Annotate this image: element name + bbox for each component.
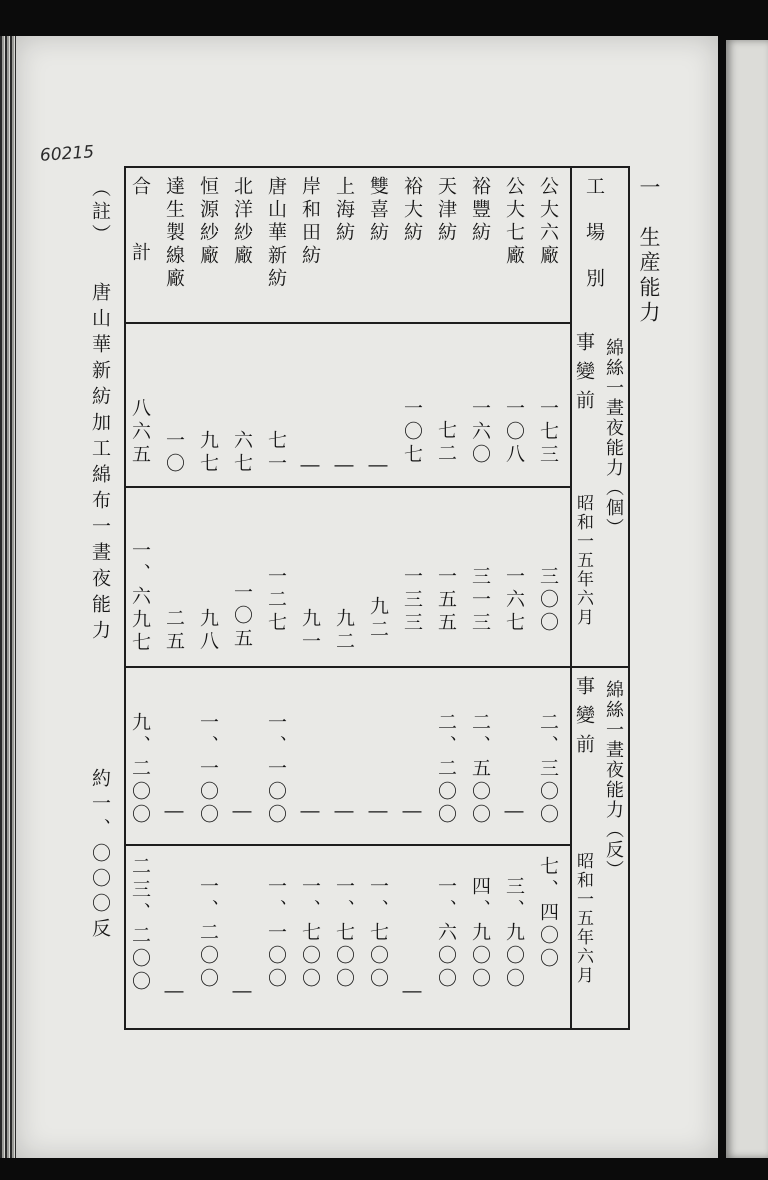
cloth-prewar-value: ― bbox=[367, 800, 389, 826]
note-value: 約一、〇〇〇反 bbox=[89, 768, 111, 943]
total-cloth-prewar: 九、二〇〇 bbox=[129, 712, 151, 827]
group-rule bbox=[124, 666, 630, 668]
cloth-1940-value: 四、九〇〇 bbox=[469, 876, 491, 991]
yarn-1940-header: 昭和一五年六月 bbox=[573, 494, 593, 627]
yarn-prewar-value: 七一 bbox=[265, 430, 287, 476]
factory-header: 工 場 別 bbox=[583, 176, 605, 291]
yarn-prewar-value: 一〇七 bbox=[401, 398, 423, 467]
factory-name: 岸和田紡 bbox=[299, 176, 321, 268]
cloth-prewar-value: ― bbox=[231, 800, 253, 826]
factory-name: 恒源紗廠 bbox=[197, 176, 219, 268]
cloth-prewar-value: ― bbox=[503, 800, 525, 826]
yarn-1940-value: 一〇五 bbox=[231, 582, 253, 651]
yarn-1940-value: 一六七 bbox=[503, 566, 525, 635]
cloth-1940-value: 三、九〇〇 bbox=[503, 876, 525, 991]
yarn-1940-value: 九八 bbox=[197, 608, 219, 654]
section-title: 一 生産能力 bbox=[637, 176, 661, 326]
cloth-1940-value: 一、二〇〇 bbox=[197, 876, 219, 991]
total-yarn-1940: 一、六九七 bbox=[129, 540, 151, 655]
adjacent-page-edge bbox=[726, 40, 768, 1158]
factory-name: 公大六廠 bbox=[537, 176, 559, 268]
table-top-rule bbox=[124, 166, 630, 168]
yarn-prewar-header: 事變前 bbox=[573, 332, 595, 419]
factory-name: 唐山華新紡 bbox=[265, 176, 287, 291]
cloth-prewar-header: 事變前 bbox=[573, 676, 595, 763]
total-cloth-1940: 二三、二〇〇 bbox=[129, 856, 151, 994]
cloth-1940-value: 一、六〇〇 bbox=[435, 876, 457, 991]
cloth-prewar-value: ― bbox=[333, 800, 355, 826]
cloth-prewar-value: 二、五〇〇 bbox=[469, 712, 491, 827]
cloth-prewar-value: 一、一〇〇 bbox=[265, 712, 287, 827]
factory-name: 裕大紡 bbox=[401, 176, 423, 245]
yarn-prewar-value: ― bbox=[299, 454, 321, 480]
yarn-prewar-value: 一七三 bbox=[537, 398, 559, 467]
factory-name: 公大七廠 bbox=[503, 176, 525, 268]
yarn-prewar-value: 六七 bbox=[231, 430, 253, 476]
col-rule-1 bbox=[124, 486, 570, 488]
yarn-1940-value: 一五五 bbox=[435, 566, 457, 635]
cloth-prewar-value: ― bbox=[401, 800, 423, 826]
cloth-1940-value: 七、四〇〇 bbox=[537, 856, 559, 971]
cloth-prewar-value: ― bbox=[163, 800, 185, 826]
yarn-1940-value: 九一 bbox=[299, 608, 321, 654]
yarn-group-header: 綿絲一晝夜能力（個） bbox=[603, 338, 624, 538]
cloth-1940-value: 一、七〇〇 bbox=[333, 876, 355, 991]
page-number-stamp: 60215 bbox=[39, 142, 95, 166]
yarn-prewar-value: 一〇八 bbox=[503, 398, 525, 467]
cloth-prewar-value: 二、二〇〇 bbox=[435, 712, 457, 827]
header-rule bbox=[124, 322, 570, 324]
yarn-1940-value: 九二 bbox=[367, 596, 389, 642]
yarn-1940-value: 二五 bbox=[163, 608, 185, 654]
yarn-1940-value: 三〇〇 bbox=[537, 566, 559, 635]
factory-name: 北洋紗廠 bbox=[231, 176, 253, 268]
factory-name: 雙喜紡 bbox=[367, 176, 389, 245]
table-left-rule bbox=[124, 166, 126, 1030]
cloth-prewar-value: 二、三〇〇 bbox=[537, 712, 559, 827]
cloth-1940-value: ― bbox=[401, 980, 423, 1006]
yarn-1940-value: 一三三 bbox=[401, 566, 423, 635]
cloth-1940-value: ― bbox=[231, 980, 253, 1006]
table-bottom-rule bbox=[124, 1028, 630, 1030]
yarn-prewar-value: ― bbox=[367, 454, 389, 480]
cloth-1940-value: 一、一〇〇 bbox=[265, 876, 287, 991]
yarn-1940-value: 一二七 bbox=[265, 566, 287, 635]
factory-name: 天津紡 bbox=[435, 176, 457, 245]
yarn-1940-value: 三一三 bbox=[469, 566, 491, 635]
factory-name: 上海紡 bbox=[333, 176, 355, 245]
cloth-prewar-value: ― bbox=[299, 800, 321, 826]
cloth-prewar-value: 一、一〇〇 bbox=[197, 712, 219, 827]
cloth-1940-header: 昭和一五年六月 bbox=[573, 852, 593, 985]
total-label: 合 計 bbox=[129, 176, 151, 275]
cloth-group-header: 綿絲一晝夜能力（反） bbox=[603, 680, 624, 880]
yarn-1940-value: 九二 bbox=[333, 608, 355, 654]
note-text: 唐山華新紡加工綿布一晝夜能力 bbox=[89, 282, 111, 646]
col-rule-3 bbox=[124, 844, 570, 846]
cloth-1940-value: 一、七〇〇 bbox=[367, 876, 389, 991]
yarn-prewar-value: 九七 bbox=[197, 430, 219, 476]
yarn-prewar-value: 一六〇 bbox=[469, 398, 491, 467]
note-label: （註） bbox=[89, 178, 111, 247]
factory-name: 裕豐紡 bbox=[469, 176, 491, 245]
header-divider bbox=[570, 166, 572, 1030]
cloth-1940-value: 一、七〇〇 bbox=[299, 876, 321, 991]
yarn-prewar-value: 一〇 bbox=[163, 430, 185, 476]
total-yarn-prewar: 八六五 bbox=[129, 398, 151, 467]
cloth-1940-value: ― bbox=[163, 980, 185, 1006]
right-frame-rule bbox=[628, 166, 630, 1030]
yarn-prewar-value: ― bbox=[333, 454, 355, 480]
yarn-prewar-value: 七二 bbox=[435, 420, 457, 466]
factory-name: 達生製線廠 bbox=[163, 176, 185, 291]
